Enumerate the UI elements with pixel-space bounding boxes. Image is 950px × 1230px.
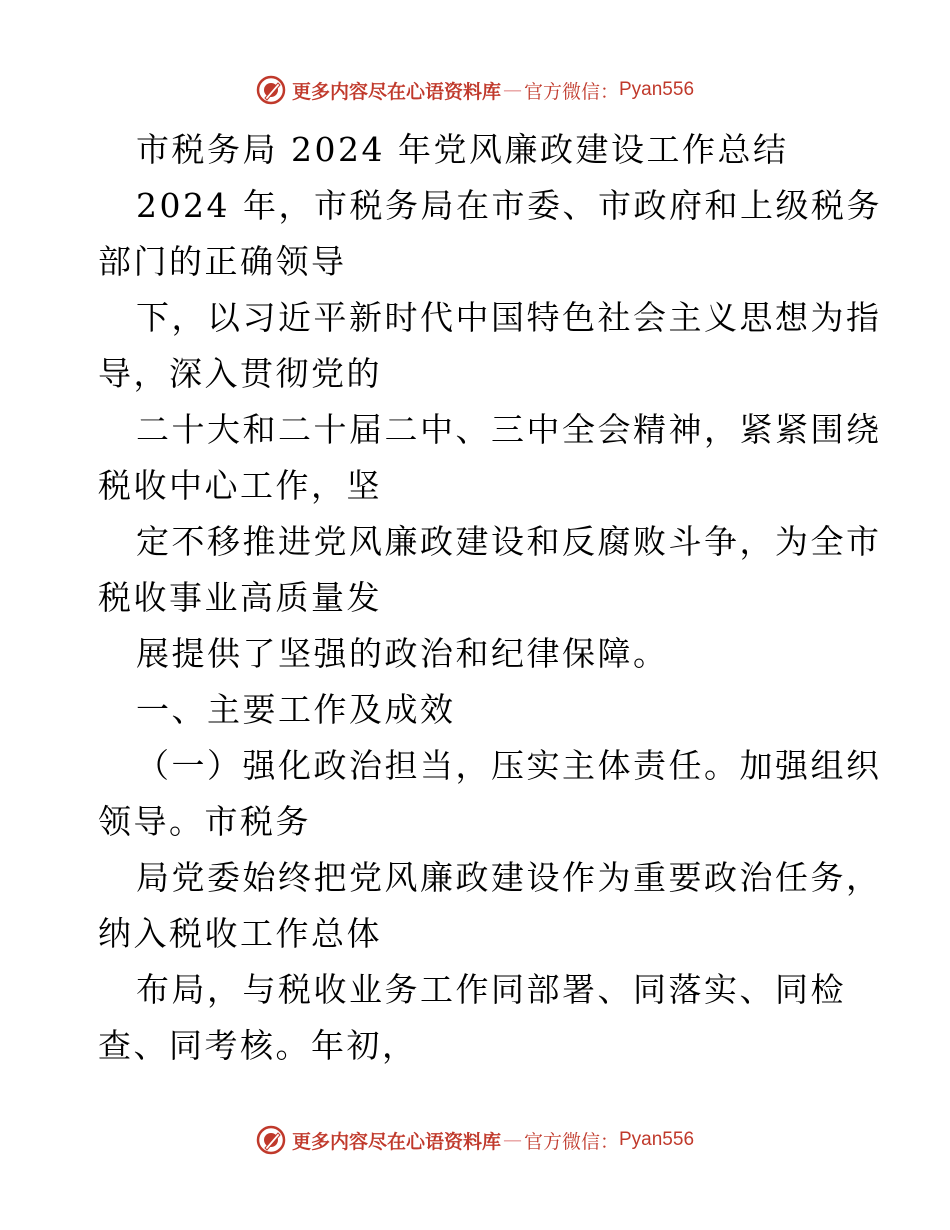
watermark-dash: — [502,1129,522,1151]
subsection-heading-line: （一）强化政治担当，压实主体责任。加强组织 [136,746,882,785]
paragraph-line: 领导。市税务 [98,802,311,841]
watermark-label: 官方微信： [523,1130,619,1153]
paragraph-line: 查、同考核。年初， [98,1026,418,1065]
paragraph-line: 导，深入贯彻党的 [98,354,382,393]
paragraph-line: 局党委始终把党风廉政建设作为重要政治任务， [136,858,882,897]
document-title: 市税务局 2024 年党风廉政建设工作总结 [136,130,789,169]
paragraph-line: 下，以习近平新时代中国特色社会主义思想为指 [136,298,882,337]
paragraph-line: 纳入税收工作总体 [98,914,382,953]
watermark-id: Pyan556 [619,79,695,100]
watermark-banner-bottom [0,1120,950,1160]
paragraph-line: 定不移推进党风廉政建设和反腐败斗争，为全市 [136,522,882,561]
paragraph-line: 展提供了坚强的政治和纪律保障。 [136,634,669,673]
paragraph-line: 税收中心工作，坚 [98,466,382,505]
paragraph-line: 二十大和二十届二中、三中全会精神，紧紧围绕 [136,410,882,449]
watermark-label: 官方微信： [523,80,619,103]
watermark-dash: — [502,79,522,101]
document-logo-icon [256,1125,286,1155]
watermark-main-text: 更多内容尽在心语资料库 [291,1130,501,1153]
document-body [98,122,882,1074]
paragraph-line: 部门的正确领导 [98,242,347,281]
document-logo-icon [256,75,286,105]
paragraph-line: 2024 年，市税务局在市委、市政府和上级税务 [136,186,882,225]
watermark-main-text: 更多内容尽在心语资料库 [291,80,501,103]
section-heading: 一、主要工作及成效 [136,690,456,729]
watermark-id: Pyan556 [619,1129,695,1150]
paragraph-line: 税收事业高质量发 [98,578,382,617]
paragraph-line: 布局，与税收业务工作同部署、同落实、同检 [136,970,846,1009]
watermark-banner-top [0,70,950,110]
